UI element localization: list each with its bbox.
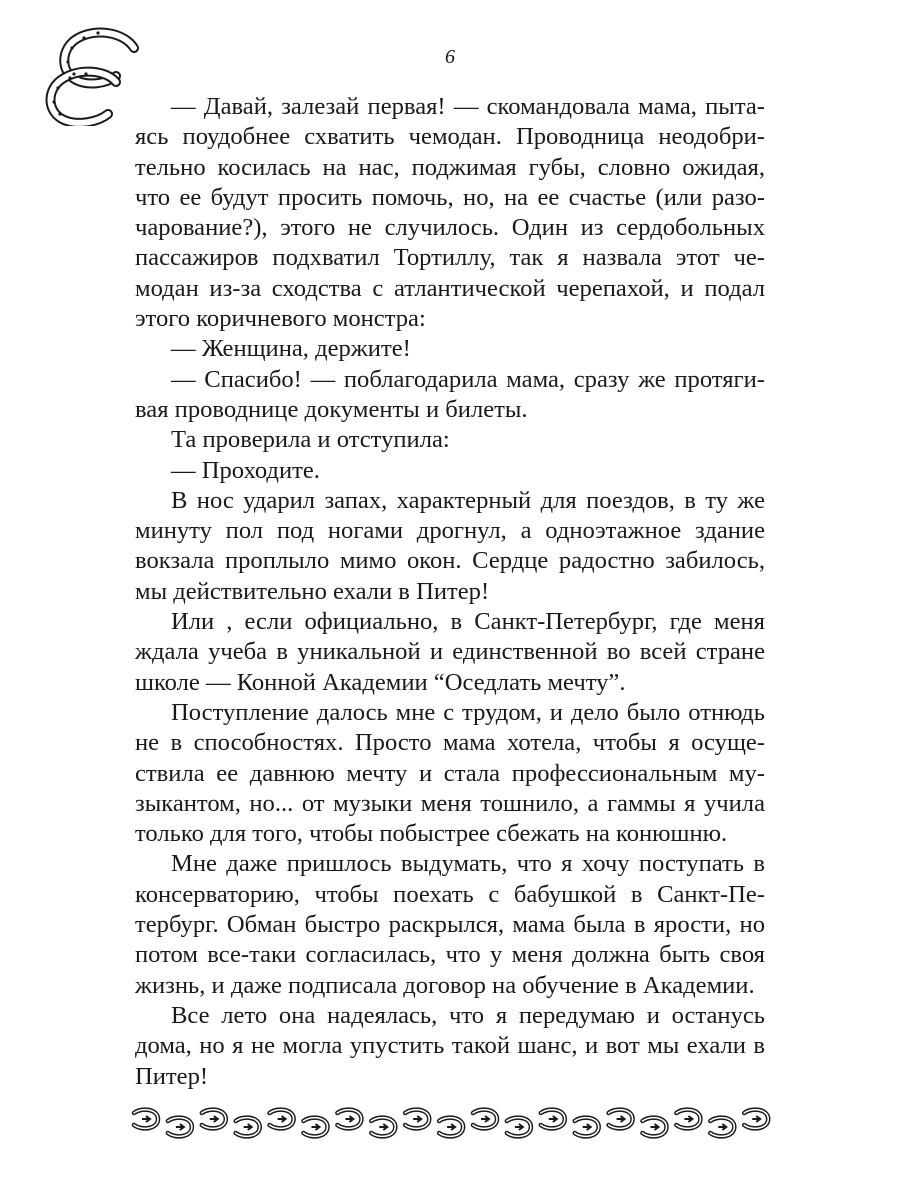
- paragraph: — Спасибо! — поблагодарила мама, сразу же протягивая проводнице документы и билеты.: [135, 365, 765, 423]
- horseshoe-icon: [575, 1118, 599, 1137]
- paragraph: Мне даже пришлось выдумать, что я хочу поступать в консерваторию, чтобы поехать с бабушкой в Санкт-Петербург. Обман быстро раскрылся, мама была в ярости, но потом все-таки согласилась, что у меня должна быть своя жизнь, и даже подписала договор на обучение в Академии.: [135, 850, 765, 999]
- paragraph: Та проверила и отступила:: [171, 426, 450, 454]
- horseshoe-icon: [710, 1118, 734, 1137]
- horseshoe-icon: [541, 1110, 565, 1129]
- horseshoe-icon: [405, 1110, 429, 1129]
- horseshoe-icon: [473, 1110, 497, 1129]
- paragraph: — Проходите.: [171, 456, 320, 484]
- paragraph: — Давай, залезай первая! — скомандовала мама, пытаясь поудобнее схватить чемодан. Проводница неодобрительно косилась на нас, поджимая губы, словно ожидая, что ее будут просить помочь, но, на ее счастье (или разочарование?), этого не случилось. Один из сердобольных пассажиров подхватил Тортиллу, так я назвала этот чемодан из-за сходства с атлантической черепахой, и подал этого коричневого монстра:: [135, 93, 765, 333]
- horseshoe-ornament-icon: [36, 26, 146, 126]
- horseshoe-icon: [609, 1110, 633, 1129]
- paragraph: Или , если официально, в Санкт-Петербург, где меня ждала учеба в уникальной и единственной во всей стране школе — Конной Академии “Оседлать мечту”.: [135, 608, 765, 696]
- paragraph: — Женщина, держите!: [171, 335, 411, 363]
- text-body: [135, 92, 765, 1092]
- horseshoe-icon: [202, 1110, 226, 1129]
- horseshoe-icon: [304, 1118, 328, 1137]
- horseshoe-icon: [439, 1118, 463, 1137]
- horseshoe-icon: [168, 1118, 192, 1137]
- horseshoe-icon: [676, 1110, 700, 1129]
- horseshoe-icon: [337, 1110, 361, 1129]
- horseshoe-icon: [134, 1110, 158, 1129]
- horseshoe-icon: [643, 1118, 667, 1137]
- horseshoe-icon: [507, 1118, 531, 1137]
- horseshoe-border: [128, 1103, 773, 1143]
- horseshoe-icon: [236, 1118, 260, 1137]
- horseshoe-icon: [270, 1110, 294, 1129]
- paragraph: Поступление далось мне с трудом, и дело было отнюдь не в способностях. Просто мама хотела, чтобы я осуществила ее давнюю мечту и стала профессиональным музыкантом, но... от музыки меня тошнило, а гаммы я учила только для того, чтобы побыстрее сбежать на конюшню.: [135, 698, 765, 848]
- horseshoe-icon: [744, 1110, 768, 1129]
- page-number: 6: [445, 46, 455, 68]
- horseshoe-icon: [371, 1118, 395, 1137]
- paragraph: Все лето она надеялась, что я передумаю и останусь дома, но я не могла упустить такой шанс, и вот мы ехали в Питер!: [135, 1001, 765, 1090]
- paragraph: В нос ударил запах, характерный для поездов, в ту же минуту пол под ногами дрогнул, а одноэтажное здание вокзала проплыло мимо окон. Сердце радостно забилось, мы действительно ехали в Питер!: [135, 486, 765, 605]
